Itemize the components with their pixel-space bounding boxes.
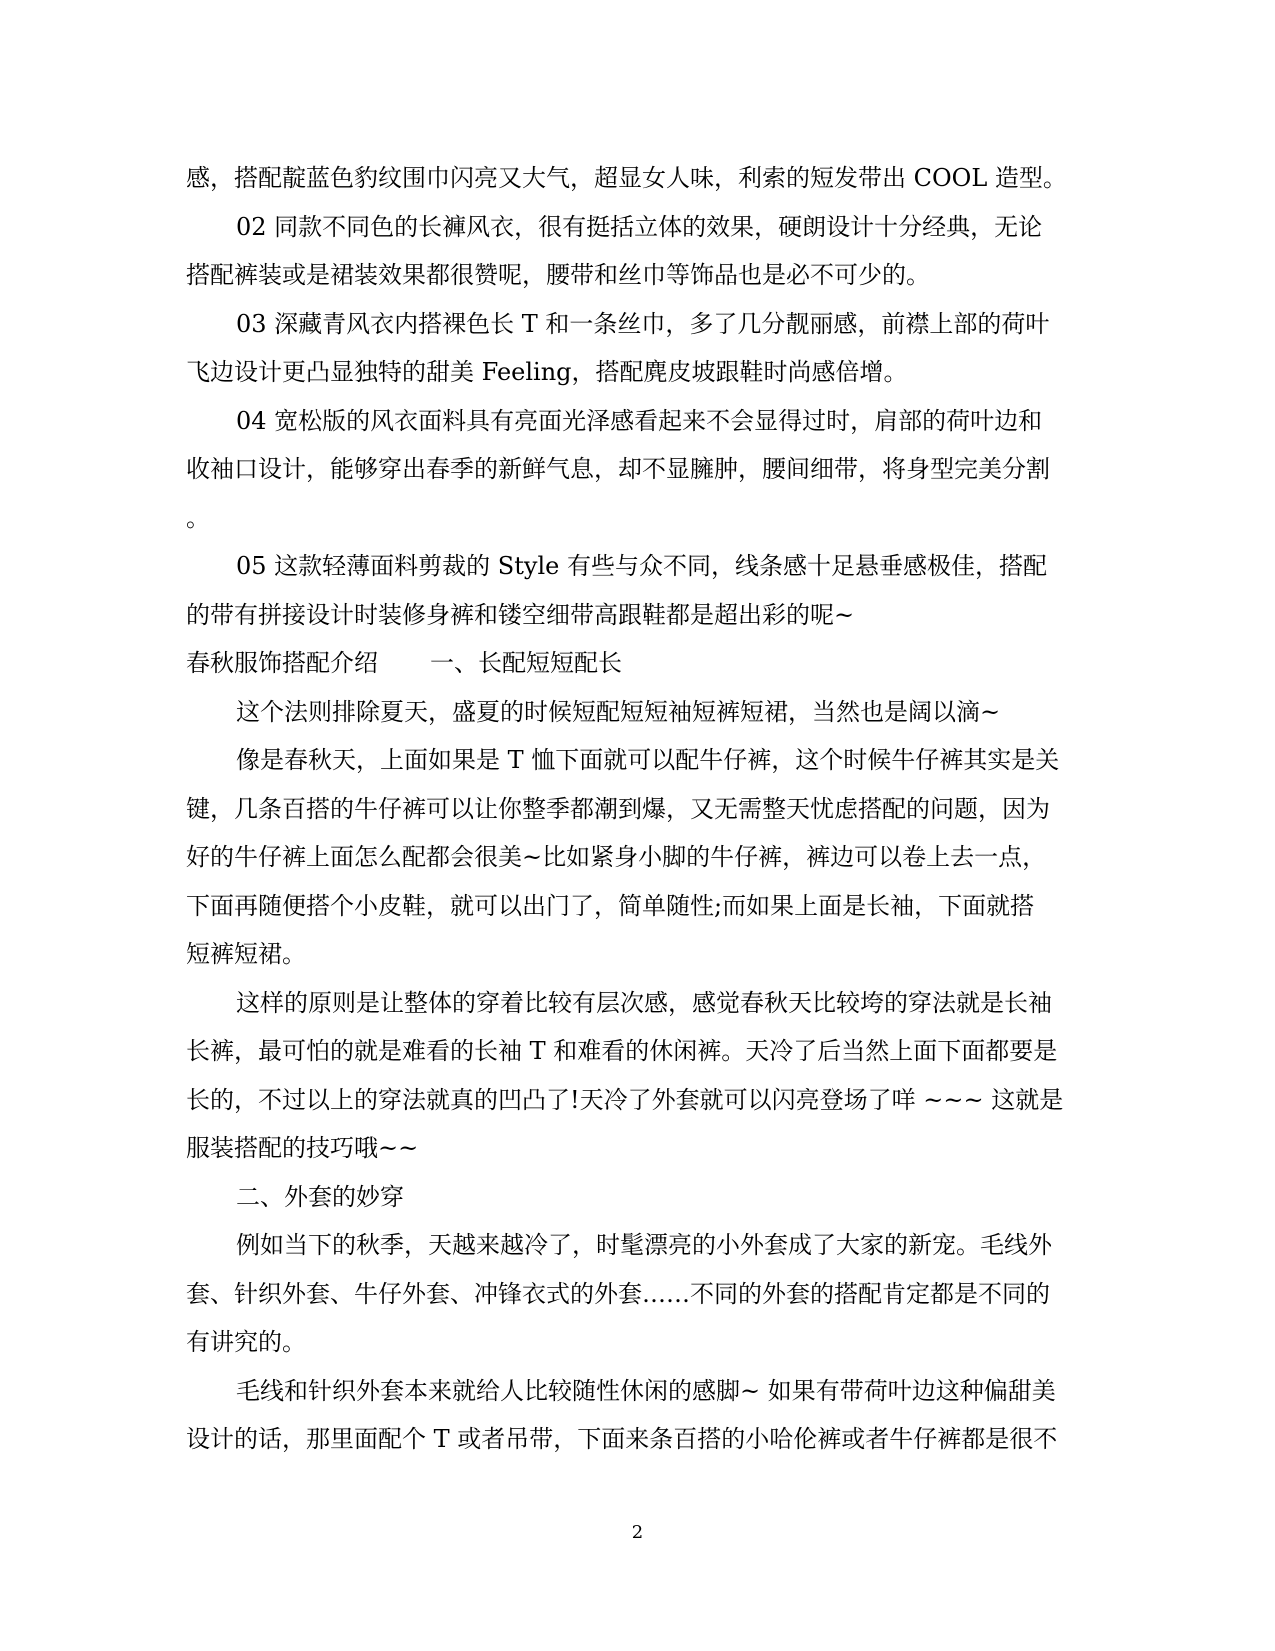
text-line: 长裤，最可怕的就是难看的长袖 T 和难看的休闲裤。天冷了后当然上面下面都要是 xyxy=(186,1037,1058,1065)
section-title: 春秋服饰搭配介绍 xyxy=(186,649,378,677)
text-line: 的带有拼接设计时装修身裤和镂空细带高跟鞋都是超出彩的呢~ xyxy=(186,600,855,629)
text-line: 05 这款轻薄面料剪裁的 Style 有些与众不同，线条感十足悬垂感极佳，搭配 xyxy=(236,552,1047,580)
text-line: 毛线和针织外套本来就给人比较随性休闲的感脚~ 如果有带荷叶边这种偏甜美 xyxy=(236,1376,1056,1405)
section-heading xyxy=(186,639,1087,688)
text-line: 有讲究的。 xyxy=(186,1328,306,1356)
text-line: 例如当下的秋季，天越来越冷了，时髦漂亮的小外套成了大家的新宠。毛线外 xyxy=(236,1231,1052,1259)
text-line: 04 宽松版的风衣面料具有亮面光泽感看起来不会显得过时，肩部的荷叶边和 xyxy=(236,406,1043,435)
text-line: 设计的话，那里面配个 T 或者吊带，下面来条百搭的小哈伦裤或者牛仔裤都是很不 xyxy=(186,1425,1058,1453)
text-line: 下面再随便搭个小皮鞋，就可以出门了，简单随性;而如果上面是长袖，下面就搭 xyxy=(186,891,1035,920)
text-line: 感，搭配靛蓝色豹纹围巾闪亮又大气，超显女人味，利索的短发带出 COOL 造型。 xyxy=(186,164,1067,192)
text-line: 短裤短裙。 xyxy=(186,940,306,968)
text-line: 好的牛仔裤上面怎么配都会很美~比如紧身小脚的牛仔裤，裤边可以卷上去一点， xyxy=(186,843,1047,871)
section-subtitle: 一、长配短短配长 xyxy=(430,649,622,677)
text-line: 键，几条百搭的牛仔裤可以让你整季都潮到爆，又无需整天忧虑搭配的问题，因为 xyxy=(186,794,1050,823)
text-line: 收袖口设计，能够穿出春季的新鲜气息，却不显臃肿，腰间细带，将身型完美分割 xyxy=(186,455,1050,483)
page-number: 2 xyxy=(631,1522,644,1543)
text-line: 二、外套的妙穿 xyxy=(236,1182,404,1211)
text-line: 套、针织外套、牛仔外套、冲锋衣式的外套……不同的外套的搭配肯定都是不同的 xyxy=(186,1279,1050,1308)
text-line: 像是春秋天，上面如果是 T 恤下面就可以配牛仔裤，这个时候牛仔裤其实是关 xyxy=(236,746,1060,774)
text-line: 02 同款不同色的长褲风衣，很有挺括立体的效果，硬朗设计十分经典，无论 xyxy=(236,212,1043,241)
text-line: 这个法则排除夏天，盛夏的时候短配短短袖短裤短裙，当然也是阔以滴~ xyxy=(236,697,1001,726)
text-line: 长的，不过以上的穿法就真的凹凸了!天冷了外套就可以闪亮登场了咩 ~~~ 这就是 xyxy=(186,1085,1064,1114)
text-line: 03 深藏青风衣内搭裸色长 T 和一条丝巾，多了几分靓丽感，前襟上部的荷叶 xyxy=(236,309,1050,338)
document-body xyxy=(186,154,1087,1464)
paragraph-block-2 xyxy=(186,688,1087,1464)
text-line: 搭配裤装或是裙装效果都很赞呢，腰带和丝巾等饰品也是必不可少的。 xyxy=(186,261,930,289)
text-line: 服装搭配的技巧哦~~ xyxy=(186,1134,419,1162)
text-line: 这样的原则是让整体的穿着比较有层次感，感觉春秋天比较垮的穿法就是长袖 xyxy=(236,988,1052,1017)
paragraph-block-1 xyxy=(186,154,1087,639)
text-line: 。 xyxy=(186,503,210,532)
text-line: 飞边设计更凸显独特的甜美 Feeling，搭配麂皮坡跟鞋时尚感倍增。 xyxy=(186,358,908,386)
